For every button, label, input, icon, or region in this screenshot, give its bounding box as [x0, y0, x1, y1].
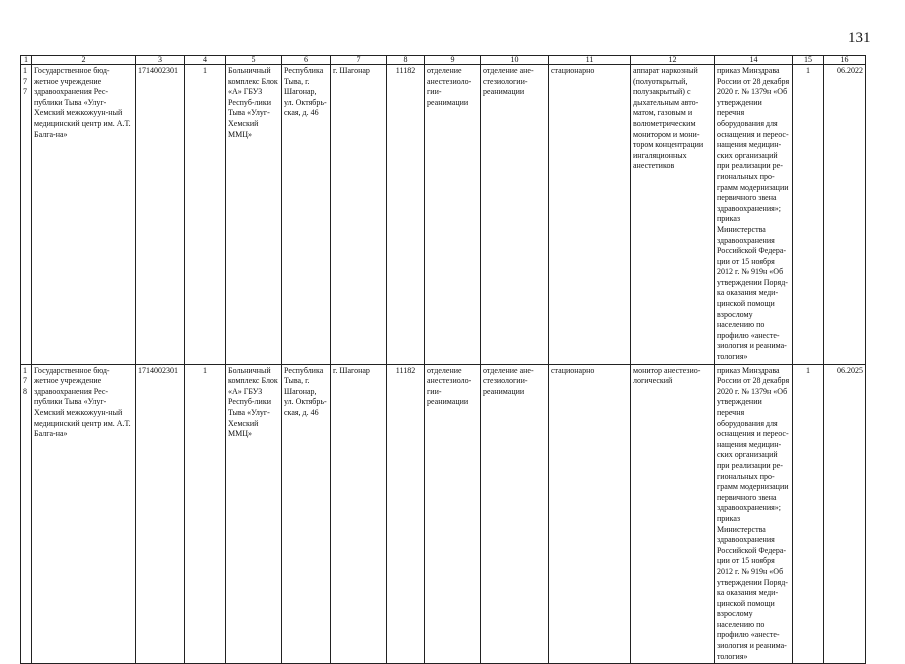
date-cell: 06.2025 — [824, 364, 866, 664]
equipment-register-table — [20, 55, 866, 664]
building-cell: Больничный комплекс Блок «А» ГБУЗ Респуб-лики Тыва «Улуг-Хемский ММЦ» — [226, 65, 282, 365]
header-cell: 5 — [226, 56, 282, 65]
equipment-cell: монитор анестезио-логический — [631, 364, 715, 664]
care-type-cell: стационарно — [549, 65, 631, 365]
table-row — [21, 364, 866, 664]
building-cell: Больничный комплекс Блок «А» ГБУЗ Респуб-лики Тыва «Улуг-Хемский ММЦ» — [226, 364, 282, 664]
col4-cell: 1 — [185, 364, 226, 664]
quantity-cell: 1 — [793, 65, 824, 365]
organization-cell: Государственное бюд-жетное учреждение здравоохранения Рес-публики Тыва «Улуг-Хемский межкожуун-ный медицинский центр им. А.Т. Балга-на» — [32, 364, 136, 664]
header-cell: 9 — [425, 56, 481, 65]
header-cell: 10 — [481, 56, 549, 65]
address-cell: Республика Тыва, г. Шагонар, ул. Октябрь-ская, д. 46 — [282, 65, 331, 365]
header-cell: 11 — [549, 56, 631, 65]
col4-cell: 1 — [185, 65, 226, 365]
department-cell: отделение анестезиоло-гии-реанимации — [425, 65, 481, 365]
department-cell: отделение анестезиоло-гии-реанимации — [425, 364, 481, 664]
header-cell: 8 — [387, 56, 425, 65]
header-cell: 6 — [282, 56, 331, 65]
row-number: 177 — [21, 65, 32, 365]
basis-cell: приказ Минздрава России от 28 декабря 2020 г. № 1379н «Об утверждении перечня оборудования для оснащения и переос-нащения медицин-ских организаций при реализации ре-гиональных про-грамм модернизации первичного звена здравоохранения»; приказ Министерства здравоохранения Российской Федера-ции от 15 ноября 2012 г. № 919н «Об утверждении Поряд-ка оказания меди-цинской помощи взрослому населению по профилю «анесте-зиология и реанима-тология» — [715, 364, 793, 664]
table-row — [21, 65, 866, 365]
date-cell: 06.2022 — [824, 65, 866, 365]
header-cell: 4 — [185, 56, 226, 65]
quantity-cell: 1 — [793, 364, 824, 664]
header-cell: 1 — [21, 56, 32, 65]
city-cell: г. Шагонар — [331, 65, 387, 365]
code2-cell: 11182 — [387, 364, 425, 664]
header-cell: 14 — [715, 56, 793, 65]
city-cell: г. Шагонар — [331, 364, 387, 664]
header-cell: 7 — [331, 56, 387, 65]
header-row — [21, 56, 866, 65]
page-number: 131 — [848, 30, 871, 46]
care-type-cell: стационарно — [549, 364, 631, 664]
organization-cell: Государственное бюд-жетное учреждение здравоохранения Рес-публики Тыва «Улуг-Хемский межкожуун-ный медицинский центр им. А.Т. Балга-на» — [32, 65, 136, 365]
header-cell: 16 — [824, 56, 866, 65]
basis-cell: приказ Минздрава России от 28 декабря 2020 г. № 1379н «Об утверждении перечня оборудования для оснащения и переос-нащения медицин-ских организаций при реализации ре-гиональных про-грамм модернизации первичного звена здравоохранения»; приказ Министерства здравоохранения Российской Федера-ции от 15 ноября 2012 г. № 919н «Об утверждении Поряд-ка оказания меди-цинской помощи взрослому населению по профилю «анесте-зиология и реанима-тология» — [715, 65, 793, 365]
header-cell: 3 — [136, 56, 185, 65]
code2-cell: 11182 — [387, 65, 425, 365]
header-cell: 15 — [793, 56, 824, 65]
department2-cell: отделение ане-стезиологии-реанимации — [481, 65, 549, 365]
header-cell: 12 — [631, 56, 715, 65]
code-cell: 1714002301 — [136, 65, 185, 365]
address-cell: Республика Тыва, г. Шагонар, ул. Октябрь-ская, д. 46 — [282, 364, 331, 664]
code-cell: 1714002301 — [136, 364, 185, 664]
department2-cell: отделение ане-стезиологии-реанимации — [481, 364, 549, 664]
equipment-cell: аппарат наркозный (полуоткрытый, полузакрытый) с дыхательным авто-матом, газовым и волюметрическим монитором и мони-тором концентрации ингаляционных анестетиков — [631, 65, 715, 365]
header-cell: 2 — [32, 56, 136, 65]
row-number: 178 — [21, 364, 32, 664]
